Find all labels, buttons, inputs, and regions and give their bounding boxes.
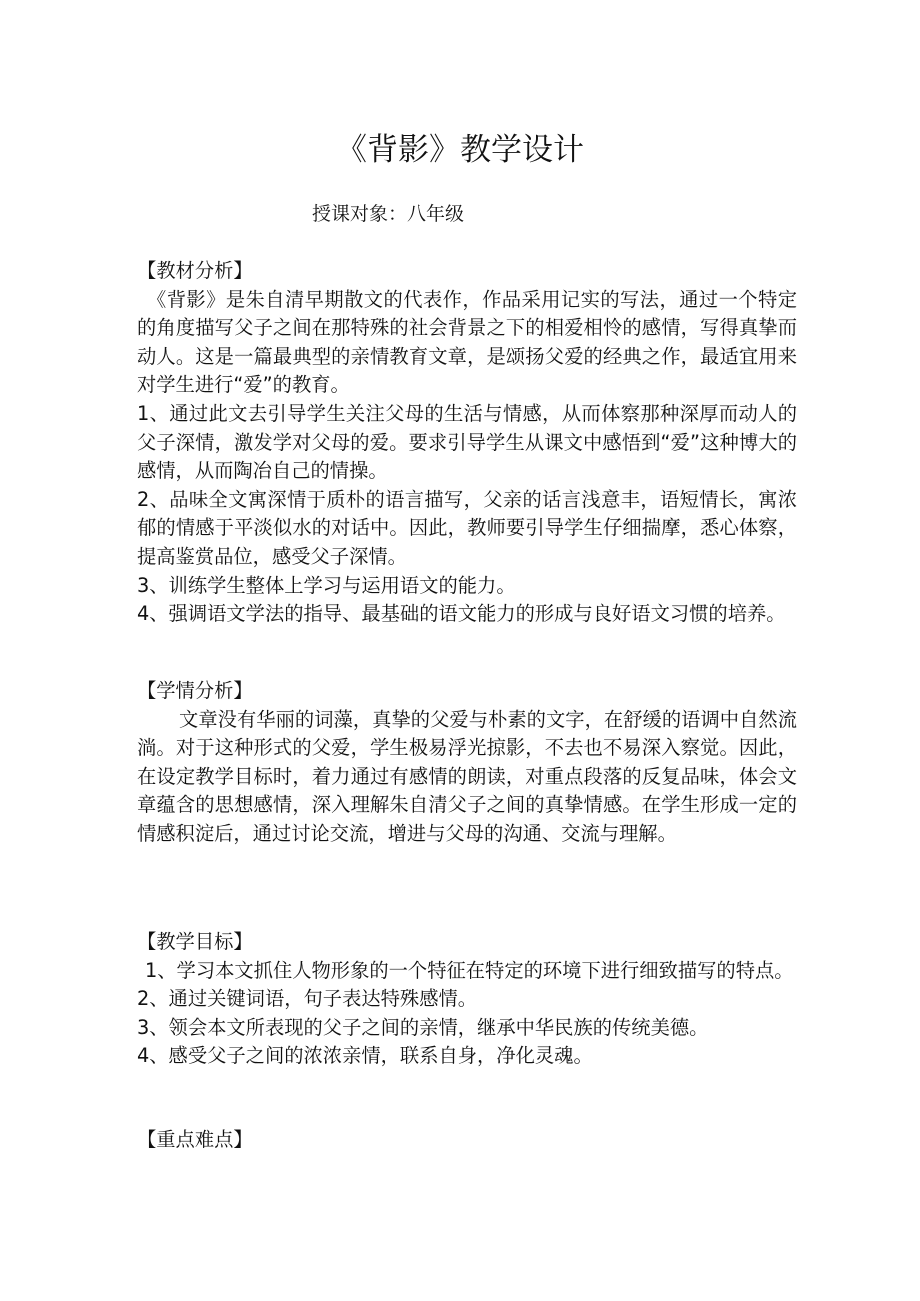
document-title: 《背影》教学设计 bbox=[336, 132, 584, 168]
list-item: 4、感受父子之间的浓浓亲情，联系自身，净化灵魂。 bbox=[137, 1044, 593, 1068]
key-points-section bbox=[137, 1126, 797, 1155]
list-item: 2、通过关键词语，句子表达特殊感情。 bbox=[137, 987, 478, 1011]
section-heading: 【重点难点】 bbox=[137, 1128, 253, 1151]
list-item: 1、学习本文抓住人物形象的一个特征在特定的环境下进行细致描写的特点。 bbox=[145, 958, 794, 982]
student-analysis-section bbox=[137, 677, 797, 849]
list-item: 3、领会本文所表现的父子之间的亲情，继承中华民族的传统美德。 bbox=[137, 1015, 709, 1039]
list-item: 2、品味全文寓深情于质朴的语言描写，父亲的话言浅意丰，语短情长，寓浓郁的情感于平淡似水的对话中。因此，教师要引导学生仔细揣摩，悉心体察，提高鉴赏品位，感受父子深情。 bbox=[137, 487, 797, 568]
section-heading: 【教学目标】 bbox=[137, 930, 253, 953]
teaching-goals-section bbox=[137, 928, 797, 1071]
document-subtitle: 授课对象：八年级 bbox=[312, 203, 465, 225]
list-item: 1、通过此文去引导学生关注父母的生活与情感，从而体察那种深厚而动人的父子深情，激发学对父母的爱。要求引导学生从课文中感悟到“爱”这种博大的感情，从而陶冶自己的情操。 bbox=[137, 401, 797, 483]
list-item: 4、强调语文学法的指导、最基础的语文能力的形成与良好语文习惯的培养。 bbox=[137, 602, 786, 626]
section-heading: 【学情分析】 bbox=[137, 679, 253, 702]
section-heading: 【教材分析】 bbox=[137, 259, 253, 282]
material-analysis-section bbox=[137, 257, 797, 629]
list-item: 3、训练学生整体上学习与运用语文的能力。 bbox=[137, 573, 516, 597]
paragraph: 《背影》是朱自清早期散文的代表作，作品采用记实的写法，通过一个特定的角度描写父子之间在那特殊的社会背景之下的相爱相怜的感情，写得真挚而动人。这是一篇最典型的亲情教育文章，是颂扬父爱的经典之作，最适宜用来对学生进行“爱”的教育。 bbox=[137, 287, 797, 397]
paragraph: 文章没有华丽的词藻，真挚的父爱与朴素的文字，在舒缓的语调中自然流淌。对于这种形式的父爱，学生极易浮光掠影，不去也不易深入察觉。因此，在设定教学目标时，着力通过有感情的朗读，对重点段落的反复品味，体会文章蕴含的思想感情，深入理解朱自清父子之间的真挚情感。在学生形成一定的情感积淀后，通过讨论交流，增进与父母的沟通、交流与理解。 bbox=[137, 707, 797, 845]
